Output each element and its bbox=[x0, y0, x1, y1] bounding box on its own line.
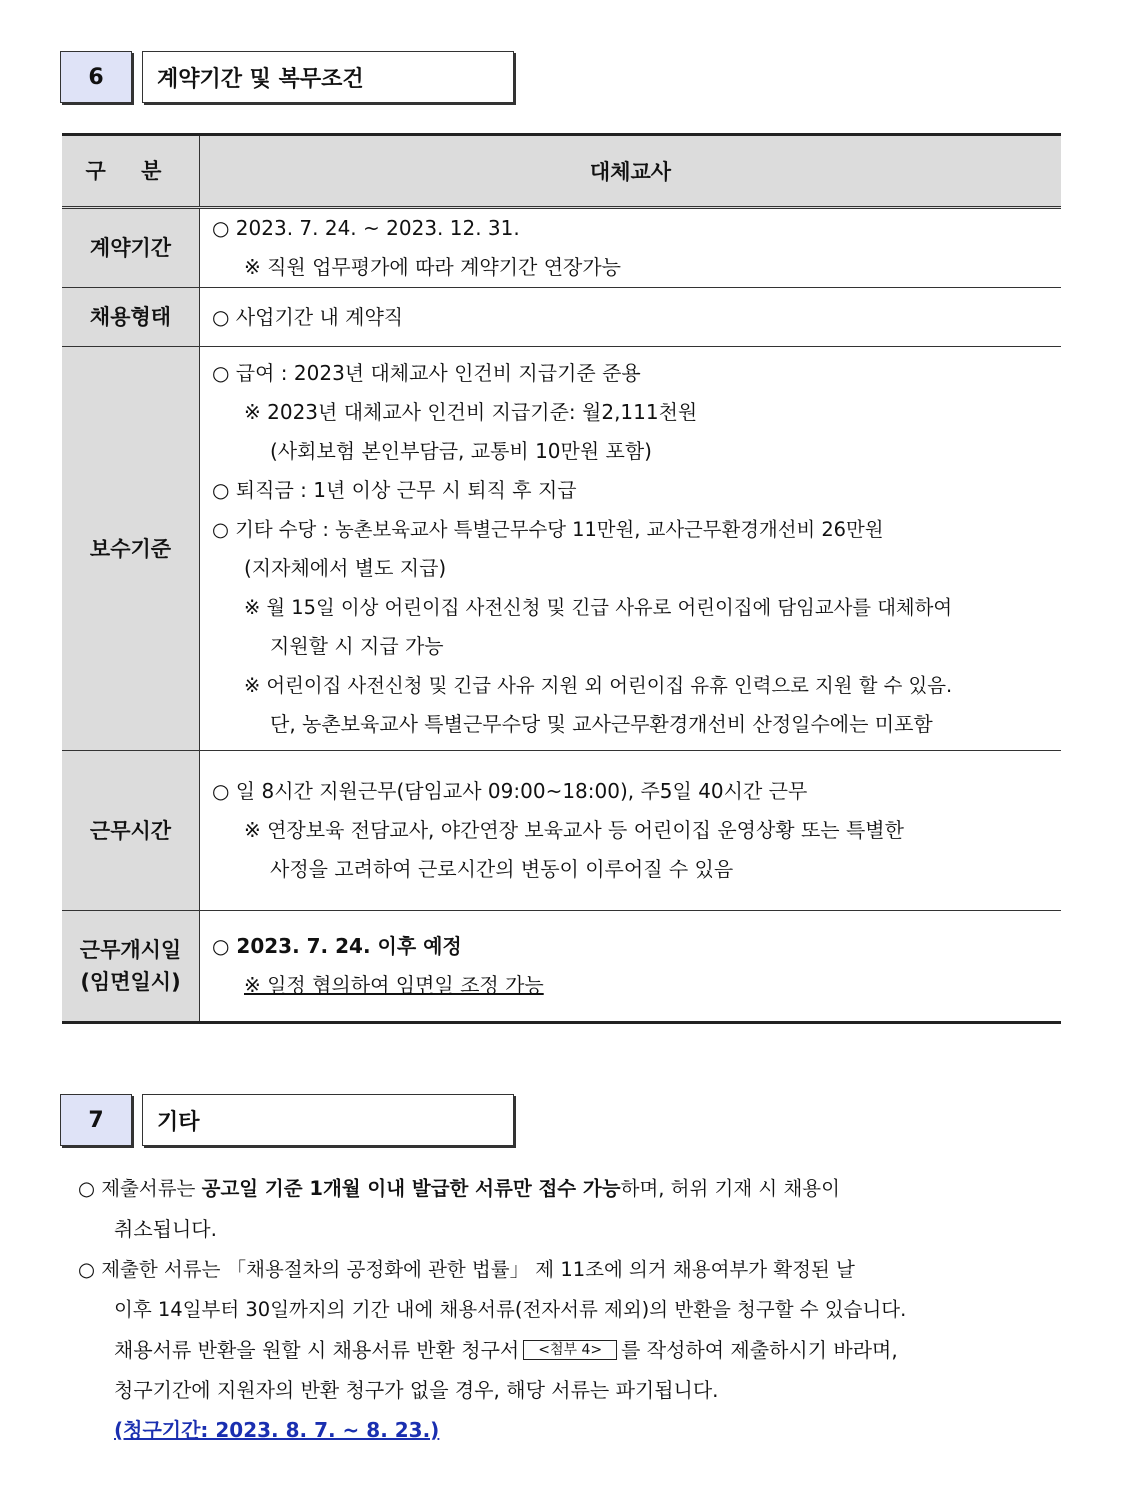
contract-terms-table bbox=[62, 133, 1061, 1024]
content-line: ※ 2023년 대체교사 인건비 지급기준: 월2,111천원 bbox=[244, 399, 698, 424]
section-number: 7 bbox=[60, 1094, 132, 1146]
row-content bbox=[200, 751, 1062, 911]
claim-period: (청구기간: 2023. 8. 7. ~ 8. 23.) bbox=[114, 1418, 440, 1442]
section-title: 계약기간 및 복무조건 bbox=[142, 51, 514, 103]
table-row bbox=[62, 751, 1061, 911]
note-line bbox=[78, 1169, 1063, 1209]
row-label: 보수기준 bbox=[62, 347, 200, 751]
content-line: ※ 직원 업무평가에 따라 계약기간 연장가능 bbox=[244, 255, 621, 279]
content-line: ○ 급여 : 2023년 대체교사 인건비 지급기준 준용 bbox=[212, 360, 641, 385]
content-line: ※ 월 15일 이상 어린이집 사전신청 및 긴급 사유로 어린이집에 담임교사를 대체하여 bbox=[244, 595, 953, 619]
note-paragraph-1 bbox=[78, 1169, 1063, 1249]
note-line: 이후 14일부터 30일까지의 기간 내에 채용서류(전자서류 제외)의 반환을 청구할 수 있습니다. bbox=[114, 1298, 907, 1321]
attachment-label: <첨부 4> bbox=[523, 1340, 617, 1360]
table-row bbox=[62, 911, 1061, 1023]
row-content bbox=[200, 911, 1062, 1023]
note-line bbox=[78, 1330, 1063, 1370]
table-row bbox=[62, 347, 1061, 751]
note-text: 하며, 허위 기재 시 채용이 bbox=[620, 1177, 840, 1200]
row-content bbox=[200, 208, 1062, 288]
note-line: ○ 제출한 서류는 「채용절차의 공정화에 관한 법률」 제 11조에 의거 채용여부가 확정된 날 bbox=[78, 1258, 855, 1281]
table-row bbox=[62, 288, 1061, 347]
content-line: (지자체에서 별도 지급) bbox=[244, 555, 447, 580]
content-line: ○ 2023. 7. 24. ~ 2023. 12. 31. bbox=[212, 216, 520, 240]
header-category: 구 분 bbox=[62, 135, 200, 208]
row-label: 근무시간 bbox=[62, 751, 200, 911]
note-line: 청구기간에 지원자의 반환 청구가 없을 경우, 해당 서류는 파기됩니다. bbox=[114, 1378, 719, 1402]
note-text: 를 작성하여 제출하시기 바라며, bbox=[621, 1338, 898, 1362]
content-line: ※ 연장보육 전담교사, 야간연장 보육교사 등 어린이집 운영상황 또는 특별한 bbox=[244, 818, 904, 842]
content-line: 지원할 시 지급 가능 bbox=[270, 633, 444, 658]
note-text: 채용서류 반환을 원할 시 채용서류 반환 청구서 bbox=[114, 1338, 520, 1362]
header-substitute-teacher: 대체교사 bbox=[200, 135, 1062, 208]
row-label-line: (임면일시) bbox=[80, 970, 181, 994]
content-line: 단, 농촌보육교사 특별근무수당 및 교사근무환경개선비 산정일수에는 미포함 bbox=[270, 711, 933, 736]
content-line: ○ 일 8시간 지원근무(담임교사 09:00~18:00), 주5일 40시간 근무 bbox=[212, 779, 808, 803]
row-label: 채용형태 bbox=[62, 288, 200, 347]
note-paragraph-2 bbox=[78, 1250, 1063, 1450]
row-label: 계약기간 bbox=[62, 208, 200, 288]
content-line: (사회보험 본인부담금, 교통비 10만원 포함) bbox=[270, 438, 652, 463]
section-number: 6 bbox=[60, 51, 132, 103]
section-title: 기타 bbox=[142, 1094, 514, 1146]
content-line: 사정을 고려하여 근로시간의 변동이 이루어질 수 있음 bbox=[270, 857, 734, 881]
row-label-line: 근무개시일 bbox=[79, 938, 182, 962]
content-line: ○ 사업기간 내 계약직 bbox=[212, 304, 404, 329]
note-text: ○ 제출서류는 bbox=[78, 1177, 202, 1200]
content-line: ○ 기타 수당 : 농촌보육교사 특별근무수당 11만원, 교사근무환경개선비 26만원 bbox=[212, 517, 884, 541]
row-content bbox=[200, 288, 1062, 347]
note-emphasis: 공고일 기준 1개월 이내 발급한 서류만 접수 가능 bbox=[201, 1177, 621, 1200]
underlined-text: ※ 일정 협의하여 임면일 조정 가능 bbox=[244, 973, 544, 997]
row-content bbox=[200, 347, 1062, 751]
content-line: ○ 퇴직금 : 1년 이상 근무 시 퇴직 후 지급 bbox=[212, 477, 577, 502]
content-line bbox=[212, 966, 1051, 1005]
note-line bbox=[78, 1410, 1063, 1450]
row-label bbox=[62, 911, 200, 1023]
content-line: ○ 2023. 7. 24. 이후 예정 bbox=[212, 934, 462, 958]
note-line: 취소됩니다. bbox=[114, 1217, 217, 1241]
table-header-row bbox=[62, 135, 1061, 208]
content-line: ※ 어린이집 사전신청 및 긴급 사유 지원 외 어린이집 유휴 인력으로 지원 할 수 있음. bbox=[244, 673, 953, 697]
table-row bbox=[62, 208, 1061, 288]
